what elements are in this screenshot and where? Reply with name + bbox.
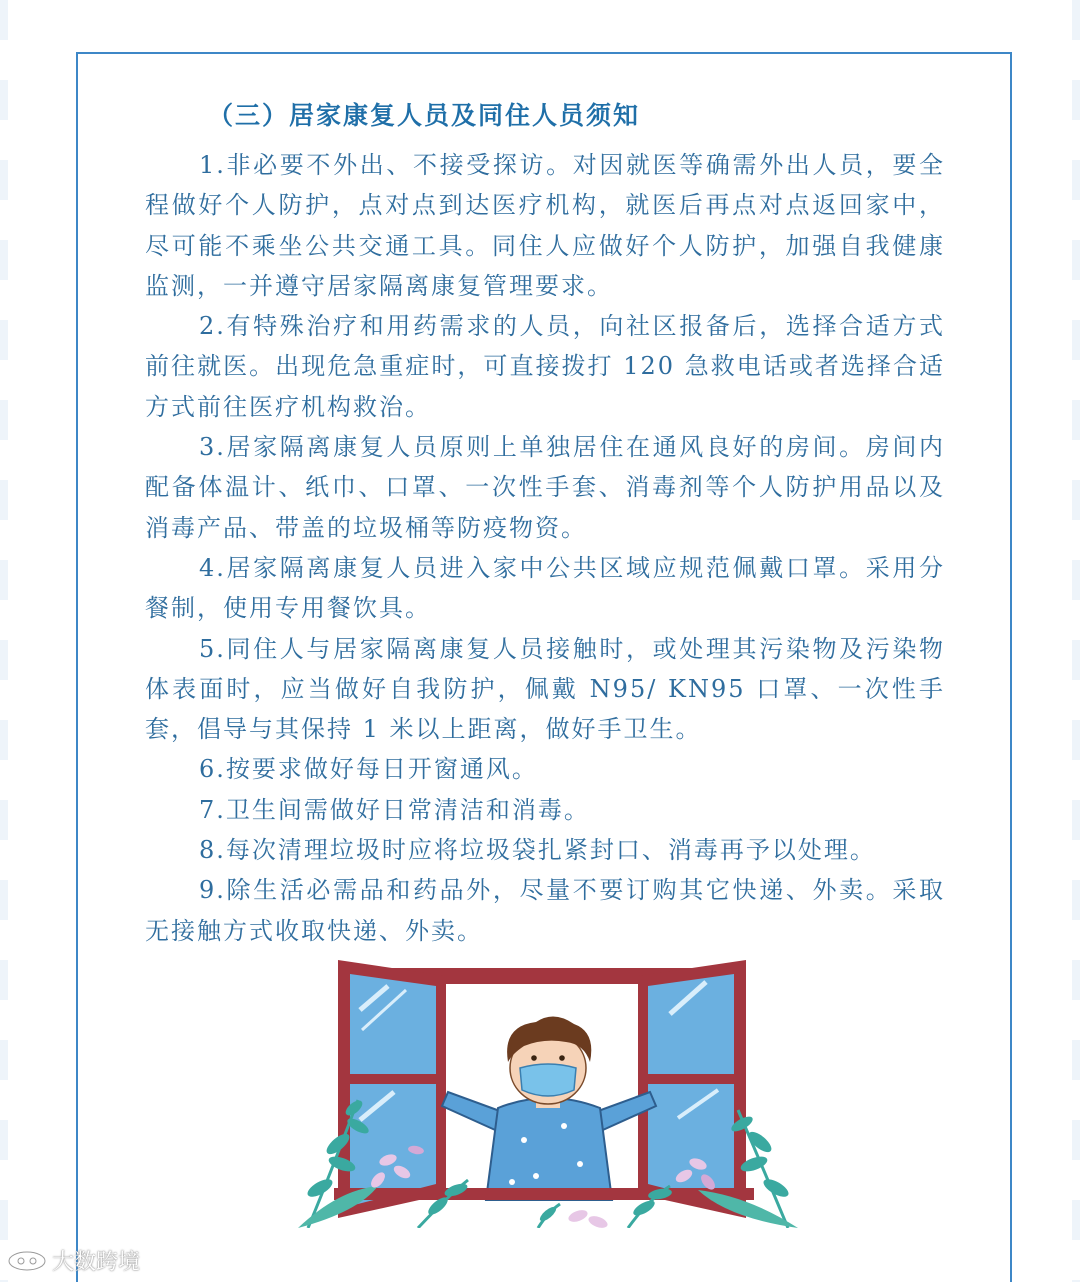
notice-item-1: 1.非必要不外出、不接受探访。对因就医等确需外出人员，要全程做好个人防护，点对点到达医疗机构，就医后再点对点返回家中，尽可能不乘坐公共交通工具。同住人应做好个人防护，加强自我健康监测，一并遵守居家隔离康复管理要求。 xyxy=(145,151,945,300)
left-window-pane xyxy=(338,960,446,1218)
notice-item-5: 5.同住人与居家隔离康复人员接触时，或处理其污染物及污染物体表面时，应当做好自我防护，佩戴 N95/ KN95 口罩、一次性手套，倡导与其保持 1 米以上距离，做好手卫生。 xyxy=(145,634,945,744)
watermark-text: 大数跨境 xyxy=(52,1249,141,1275)
notice-item-3: 3.居家隔离康复人员原则上单独居住在通风良好的房间。房间内配备体温计、纸巾、口罩、一次性手套、消毒剂等个人防护用品以及消毒产品、带盖的垃圾桶等防疫物资。 xyxy=(145,433,945,542)
window-sill xyxy=(334,1188,754,1200)
right-edge-decoration xyxy=(1072,0,1080,1282)
notice-item-6: 6.按要求做好每日开窗通风。 xyxy=(199,755,538,784)
watermark-logo-icon xyxy=(6,1248,48,1272)
watermark xyxy=(6,1244,140,1276)
notice-item-9: 9.除生活必需品和药品外，尽量不要订购其它快递、外卖。采取无接触方式收取快递、外卖。 xyxy=(145,876,945,945)
notice-heading: （三）居家康复人员及同住人员须知 xyxy=(208,101,641,130)
window-illustration xyxy=(298,950,798,1228)
left-edge-decoration xyxy=(0,0,8,1282)
notice-item-4: 4.居家隔离康复人员进入家中公共区域应规范佩戴口罩。采用分餐制，使用专用餐饮具。 xyxy=(145,553,945,623)
right-window-pane xyxy=(638,960,746,1218)
notice-item-7: 7.卫生间需做好日常清洁和消毒。 xyxy=(199,795,590,824)
notice-item-8: 8.每次清理垃圾时应将垃圾袋扎紧封口、消毒再予以处理。 xyxy=(199,836,876,865)
notice-body xyxy=(145,145,945,951)
notice-item-2: 2.有特殊治疗和用药需求的人员，向社区报备后，选择合适方式前往就医。出现危急重症时，可直接拨打 120 急救电话或者选择合适方式前往医疗机构救治。 xyxy=(145,312,945,421)
